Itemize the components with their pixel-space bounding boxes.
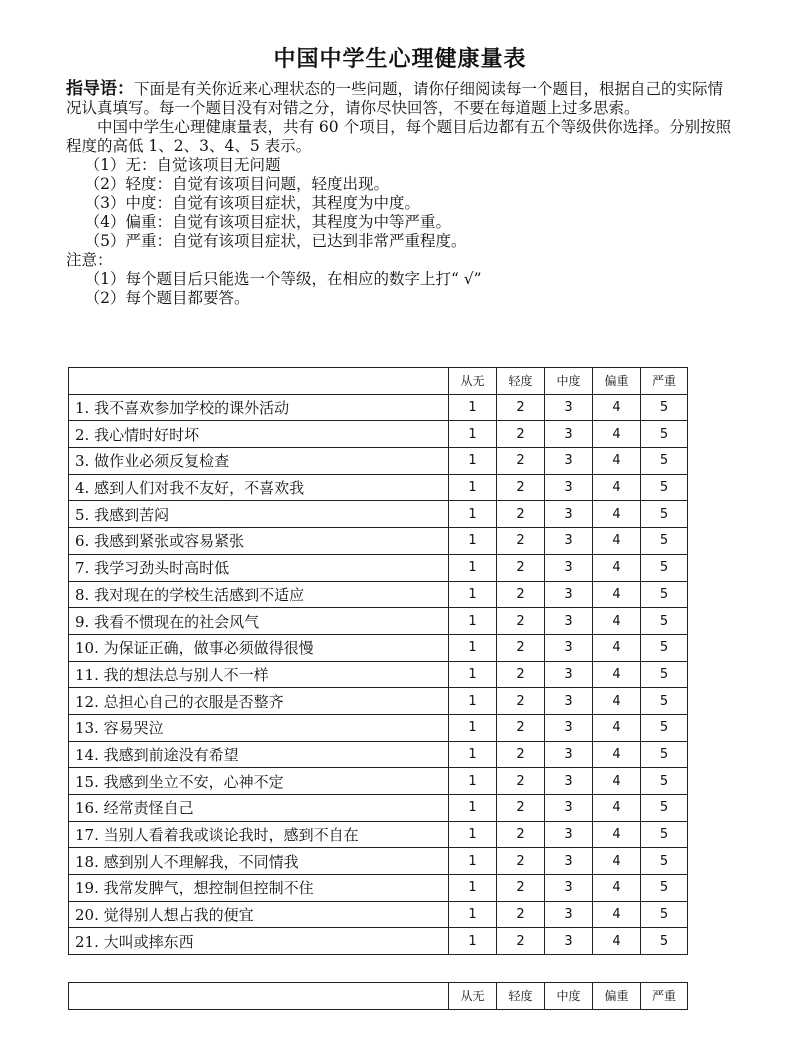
score-option-4[interactable]: 4 — [593, 474, 641, 501]
table-row — [69, 768, 688, 795]
score-option-1[interactable]: 1 — [449, 394, 497, 421]
score-option-4[interactable]: 4 — [593, 634, 641, 661]
table-row — [69, 448, 688, 475]
question-text: 16. 经常责怪自己 — [69, 795, 449, 822]
score-option-1[interactable]: 1 — [449, 875, 497, 902]
score-option-4[interactable]: 4 — [593, 581, 641, 608]
score-option-5[interactable]: 5 — [641, 581, 688, 608]
item-rows — [69, 394, 688, 954]
score-option-1[interactable]: 1 — [449, 421, 497, 448]
score-option-2[interactable]: 2 — [497, 501, 545, 528]
score-option-3[interactable]: 3 — [545, 474, 593, 501]
score-option-1[interactable]: 1 — [449, 821, 497, 848]
score-option-2[interactable]: 2 — [497, 608, 545, 635]
question-text: 13. 容易哭泣 — [69, 714, 449, 741]
score-option-4[interactable]: 4 — [593, 448, 641, 475]
score-option-3[interactable]: 3 — [545, 768, 593, 795]
score-option-3[interactable]: 3 — [545, 608, 593, 635]
question-text: 12. 总担心自己的衣服是否整齐 — [69, 688, 449, 715]
score-option-4[interactable]: 4 — [593, 421, 641, 448]
score-option-5[interactable]: 5 — [641, 821, 688, 848]
score-option-4[interactable]: 4 — [593, 608, 641, 635]
score-option-4[interactable]: 4 — [593, 528, 641, 555]
score-option-1[interactable]: 1 — [449, 848, 497, 875]
score-option-2[interactable]: 2 — [497, 795, 545, 822]
table-row — [69, 581, 688, 608]
column-header-mild: 轻度 — [497, 983, 545, 1010]
score-option-2[interactable]: 2 — [497, 901, 545, 928]
score-option-1[interactable]: 1 — [449, 448, 497, 475]
score-option-5[interactable]: 5 — [641, 501, 688, 528]
table-row — [69, 554, 688, 581]
table-row — [69, 901, 688, 928]
score-option-5[interactable]: 5 — [641, 714, 688, 741]
table-row — [69, 421, 688, 448]
instruction-text: 下面是有关你近来心理状态的一些问题，请你仔细阅读每一个题目，根据自己的实际情况认真填写。每一个题目没有对错之分，请你尽快回答，不要在每道题上过多思索。 — [66, 80, 724, 117]
table-row — [69, 661, 688, 688]
score-option-4[interactable]: 4 — [593, 554, 641, 581]
table-row — [69, 394, 688, 421]
score-option-1[interactable]: 1 — [449, 768, 497, 795]
score-option-4[interactable]: 4 — [593, 848, 641, 875]
score-option-5[interactable]: 5 — [641, 741, 688, 768]
score-option-3[interactable]: 3 — [545, 581, 593, 608]
score-option-2[interactable]: 2 — [497, 528, 545, 555]
score-option-2[interactable]: 2 — [497, 875, 545, 902]
score-option-1[interactable]: 1 — [449, 661, 497, 688]
column-header-severe: 严重 — [641, 368, 688, 395]
table-row — [69, 848, 688, 875]
question-text: 19. 我常发脾气，想控制但控制不住 — [69, 875, 449, 902]
score-option-4[interactable]: 4 — [593, 821, 641, 848]
level-option: （2）轻度：自觉有该项目问题，轻度出现。 — [84, 175, 389, 193]
score-option-5[interactable]: 5 — [641, 634, 688, 661]
level-option: （5）严重：自觉有该项目症状，已达到非常严重程度。 — [84, 232, 467, 250]
score-option-3[interactable]: 3 — [545, 394, 593, 421]
scale-description: 中国中学生心理健康量表，共有 60 个项目，每个题目后边都有五个等级供你选择。分别按照程度的高低 1、2、3、4、5 表示。 — [66, 118, 732, 155]
score-option-5[interactable]: 5 — [641, 394, 688, 421]
score-option-2[interactable]: 2 — [497, 394, 545, 421]
question-text: 18. 感到别人不理解我，不同情我 — [69, 848, 449, 875]
score-option-2[interactable]: 2 — [497, 928, 545, 955]
page-title: 中国中学生心理健康量表 — [273, 47, 527, 72]
score-option-4[interactable]: 4 — [593, 795, 641, 822]
note-item: （1）每个题目后只能选一个等级，在相应的数字上打“ √” — [84, 270, 482, 288]
table-row — [69, 875, 688, 902]
column-header-fairly-severe: 偏重 — [593, 983, 641, 1010]
item-column-header — [69, 368, 449, 395]
question-text: 8. 我对现在的学校生活感到不适应 — [69, 581, 449, 608]
score-option-3[interactable]: 3 — [545, 848, 593, 875]
score-option-3[interactable]: 3 — [545, 554, 593, 581]
instructions — [66, 80, 736, 308]
score-option-1[interactable]: 1 — [449, 634, 497, 661]
score-option-3[interactable]: 3 — [545, 741, 593, 768]
question-text: 14. 我感到前途没有希望 — [69, 741, 449, 768]
score-option-1[interactable]: 1 — [449, 608, 497, 635]
question-text: 11. 我的想法总与别人不一样 — [69, 661, 449, 688]
score-option-2[interactable]: 2 — [497, 741, 545, 768]
score-option-2[interactable]: 2 — [497, 821, 545, 848]
question-text: 1. 我不喜欢参加学校的课外活动 — [69, 394, 449, 421]
question-text: 6. 我感到紧张或容易紧张 — [69, 528, 449, 555]
note-label: 注意： — [66, 251, 113, 269]
score-option-4[interactable]: 4 — [593, 741, 641, 768]
question-text: 5. 我感到苦闷 — [69, 501, 449, 528]
score-option-5[interactable]: 5 — [641, 688, 688, 715]
score-option-4[interactable]: 4 — [593, 661, 641, 688]
score-option-3[interactable]: 3 — [545, 448, 593, 475]
score-option-1[interactable]: 1 — [449, 501, 497, 528]
score-option-3[interactable]: 3 — [545, 795, 593, 822]
score-option-3[interactable]: 3 — [545, 875, 593, 902]
score-option-2[interactable]: 2 — [497, 714, 545, 741]
score-option-1[interactable]: 1 — [449, 714, 497, 741]
score-option-4[interactable]: 4 — [593, 901, 641, 928]
score-option-2[interactable]: 2 — [497, 768, 545, 795]
score-option-4[interactable]: 4 — [593, 928, 641, 955]
score-option-2[interactable]: 2 — [497, 448, 545, 475]
instruction-label: 指导语： — [66, 79, 134, 99]
table-header-row — [69, 983, 688, 1010]
score-option-5[interactable]: 5 — [641, 421, 688, 448]
score-option-5[interactable]: 5 — [641, 848, 688, 875]
score-option-5[interactable]: 5 — [641, 608, 688, 635]
score-option-4[interactable]: 4 — [593, 394, 641, 421]
table-row — [69, 634, 688, 661]
table-row — [69, 741, 688, 768]
column-header-mild: 轻度 — [497, 368, 545, 395]
score-option-4[interactable]: 4 — [593, 688, 641, 715]
score-option-2[interactable]: 2 — [497, 554, 545, 581]
score-option-4[interactable]: 4 — [593, 501, 641, 528]
table-row — [69, 608, 688, 635]
score-option-5[interactable]: 5 — [641, 928, 688, 955]
score-option-3[interactable]: 3 — [545, 714, 593, 741]
column-header-fairly-severe: 偏重 — [593, 368, 641, 395]
table-row — [69, 688, 688, 715]
table-row — [69, 528, 688, 555]
score-option-5[interactable]: 5 — [641, 795, 688, 822]
item-column-header — [69, 983, 449, 1010]
score-option-2[interactable]: 2 — [497, 848, 545, 875]
column-header-moderate: 中度 — [545, 983, 593, 1010]
score-option-2[interactable]: 2 — [497, 474, 545, 501]
column-header-never: 从无 — [449, 368, 497, 395]
score-option-4[interactable]: 4 — [593, 768, 641, 795]
score-option-1[interactable]: 1 — [449, 474, 497, 501]
column-header-never: 从无 — [449, 983, 497, 1010]
score-option-5[interactable]: 5 — [641, 448, 688, 475]
score-option-1[interactable]: 1 — [449, 528, 497, 555]
score-option-2[interactable]: 2 — [497, 421, 545, 448]
question-text: 9. 我看不惯现在的社会风气 — [69, 608, 449, 635]
score-option-1[interactable]: 1 — [449, 554, 497, 581]
score-option-1[interactable]: 1 — [449, 795, 497, 822]
table-row — [69, 928, 688, 955]
score-option-5[interactable]: 5 — [641, 554, 688, 581]
question-text: 20. 觉得别人想占我的便宜 — [69, 901, 449, 928]
table-row — [69, 795, 688, 822]
questionnaire-table-continued — [68, 982, 688, 1010]
score-option-1[interactable]: 1 — [449, 901, 497, 928]
question-text: 21. 大叫或摔东西 — [69, 928, 449, 955]
question-text: 3. 做作业必须反复检查 — [69, 448, 449, 475]
score-option-3[interactable]: 3 — [545, 901, 593, 928]
score-option-2[interactable]: 2 — [497, 661, 545, 688]
column-header-moderate: 中度 — [545, 368, 593, 395]
level-option: （4）偏重：自觉有该项目症状，其程度为中等严重。 — [84, 213, 451, 231]
score-option-5[interactable]: 5 — [641, 474, 688, 501]
score-option-3[interactable]: 3 — [545, 634, 593, 661]
table-row — [69, 474, 688, 501]
score-option-5[interactable]: 5 — [641, 768, 688, 795]
score-option-2[interactable]: 2 — [497, 634, 545, 661]
score-option-5[interactable]: 5 — [641, 528, 688, 555]
score-option-3[interactable]: 3 — [545, 821, 593, 848]
questionnaire-table — [68, 367, 688, 955]
question-text: 4. 感到人们对我不友好，不喜欢我 — [69, 474, 449, 501]
score-option-2[interactable]: 2 — [497, 688, 545, 715]
column-header-severe: 严重 — [641, 983, 688, 1010]
table-row — [69, 714, 688, 741]
level-option: （3）中度：自觉有该项目症状，其程度为中度。 — [84, 194, 420, 212]
score-option-5[interactable]: 5 — [641, 875, 688, 902]
question-text: 15. 我感到坐立不安，心神不定 — [69, 768, 449, 795]
score-option-4[interactable]: 4 — [593, 875, 641, 902]
score-option-4[interactable]: 4 — [593, 714, 641, 741]
score-option-5[interactable]: 5 — [641, 661, 688, 688]
question-text: 17. 当别人看着我或谈论我时，感到不自在 — [69, 821, 449, 848]
score-option-3[interactable]: 3 — [545, 421, 593, 448]
score-option-2[interactable]: 2 — [497, 581, 545, 608]
score-option-1[interactable]: 1 — [449, 688, 497, 715]
question-text: 7. 我学习劲头时高时低 — [69, 554, 449, 581]
score-option-3[interactable]: 3 — [545, 928, 593, 955]
question-text: 2. 我心情时好时坏 — [69, 421, 449, 448]
score-option-3[interactable]: 3 — [545, 688, 593, 715]
score-option-3[interactable]: 3 — [545, 501, 593, 528]
score-option-3[interactable]: 3 — [545, 528, 593, 555]
table-header-row — [69, 368, 688, 395]
score-option-3[interactable]: 3 — [545, 661, 593, 688]
table-row — [69, 501, 688, 528]
table-row — [69, 821, 688, 848]
instruction-lead — [66, 80, 736, 118]
score-option-1[interactable]: 1 — [449, 928, 497, 955]
score-option-1[interactable]: 1 — [449, 581, 497, 608]
score-option-1[interactable]: 1 — [449, 741, 497, 768]
score-option-5[interactable]: 5 — [641, 901, 688, 928]
note-item: （2）每个题目都要答。 — [84, 289, 250, 307]
question-text: 10. 为保证正确，做事必须做得很慢 — [69, 634, 449, 661]
level-option: （1）无：自觉该项目无问题 — [84, 156, 281, 174]
